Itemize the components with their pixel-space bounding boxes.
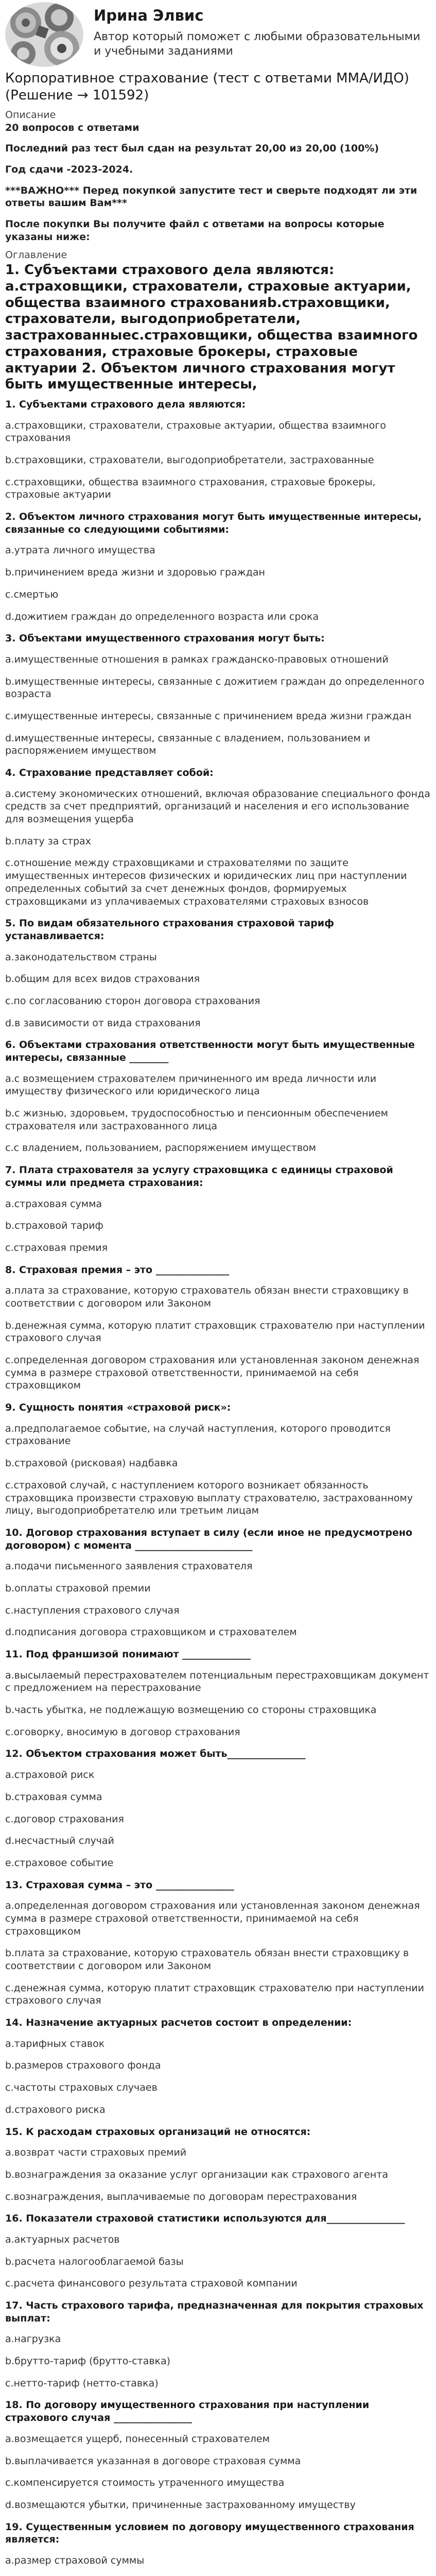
answer-option: a.утрата личного имущества bbox=[5, 545, 155, 556]
question-list bbox=[5, 398, 431, 2576]
answer-option: b.выплачивается указанная в договоре страховая сумма bbox=[5, 2455, 301, 2467]
answer-option: e.страховое событие bbox=[5, 1857, 114, 1869]
answer-option: d.дожитием граждан до определенного возраста или срока bbox=[5, 611, 319, 622]
answer-option: b.плату за страх bbox=[5, 835, 91, 847]
answer-option: b.страховой (рисковая) надбавка bbox=[5, 1458, 178, 1469]
answer-option: c.имущественные интересы, связанные с причинением вреда жизни граждан bbox=[5, 710, 412, 722]
answer-option: c.компенсируется стоимость утраченного имущества bbox=[5, 2477, 285, 2489]
answer-option: a.актуарных расчетов bbox=[5, 2233, 120, 2245]
description-label: Описание bbox=[5, 109, 56, 121]
question-title: 17. Часть страхового тарифа, предназначенная для покрытия страховых выплат: bbox=[5, 2300, 424, 2324]
answer-option: a.нагрузка bbox=[5, 2333, 61, 2345]
answer-option: a.высылаемый перестрахователем потенциальным перестраховщикам документ с предложением на перестрахование bbox=[5, 1669, 429, 1694]
question-title: 2. Объектом личного страхования могут быть имущественные интересы, связанные со следующими событиями: bbox=[5, 511, 422, 535]
answer-option: c.отношение между страховщиками и страхователями по защите имущественных интересов физических и юридических лиц при наступлении определенных событий за счет денежных фондов, формируемых страховщиками из уплачиваемых страхователями страховых взносов bbox=[5, 857, 407, 907]
page-title: Корпоративное страхование (тест с ответами ММА/ИДО) (Решение → 101592) bbox=[5, 71, 409, 103]
answer-option: b.общим для всех видов страхования bbox=[5, 973, 200, 985]
question-title: 1. Субъектами страхового дела являются: bbox=[5, 398, 246, 410]
answer-option: a.систему экономических отношений, включая образование специального фонда средств за счет предприятий, организаций и населения и его использование для возмещения ущерба bbox=[5, 788, 430, 825]
question-title: 16. Показатели страховой статистики используются для________________ bbox=[5, 2213, 405, 2225]
avatar-icon bbox=[5, 2, 83, 67]
answer-option: b.причинением вреда жизни и здоровью граждан bbox=[5, 567, 265, 579]
answer-option: b.страховая сумма bbox=[5, 1791, 102, 1803]
question-title: 5. По видам обязательного страхования страховой тариф устанавливается: bbox=[5, 918, 334, 942]
answer-option: c.с владением, пользованием, распоряжением имуществом bbox=[5, 1142, 316, 1154]
author-header bbox=[5, 0, 431, 69]
answer-option: d.подписания договора страховщиком и страхователем bbox=[5, 1626, 297, 1638]
answer-option: b.страховой тариф bbox=[5, 1220, 103, 1232]
toc-text: 1. Субъектами страхового дела являются: а.страховщики, страхователи, страховые актуарии, общества взаимного страхованияb.страховщики, страхователи, выгодоприобретатели, застрахованныеc.страховщики, общества взаимного страхования, страховые брокеры, страховые актуарии 2. Объектом личного страхования могут быть имущественные интересы, bbox=[5, 262, 418, 393]
question-title: 7. Плата страхователя за услугу страховщика с единицы страховой суммы или предмета страхования: bbox=[5, 1164, 393, 1189]
info-line-warning: ***ВАЖНО*** Перед покупкой запустите тест и сверьте подходят ли эти ответы вашим Вам*** bbox=[5, 184, 417, 209]
answer-option: c.страховая премия bbox=[5, 1242, 108, 1253]
author-description: Автор который поможет с любыми образовательными и учебными заданиями bbox=[94, 30, 421, 58]
answer-option: a.имущественные отношения в рамках гражданско-правовых отношений bbox=[5, 653, 389, 665]
answer-option: a.плата за страхование, которую страхователь обязан внести страховщику в соответствии с договором или Законом bbox=[5, 1285, 409, 1309]
answer-option: c.нетто-тариф (нетто-ставка) bbox=[5, 2377, 159, 2389]
answer-option: d.имущественные интересы, связанные с владением, пользованием и распоряжением имуществом bbox=[5, 732, 371, 757]
question-title: 12. Объектом страхования может быть________________ bbox=[5, 1748, 306, 1760]
avatar[interactable] bbox=[5, 2, 83, 67]
question-title: 13. Страховая сумма – это ________________ bbox=[5, 1879, 234, 1891]
answer-option: c.денежная сумма, которую платит страховщик страхователю при наступлении страхового случая bbox=[5, 1982, 424, 2007]
answer-option: a.страховой риск bbox=[5, 1769, 95, 1781]
author-name[interactable]: Ирина Элвис bbox=[94, 7, 204, 24]
answer-option: d.в зависимости от вида страхования bbox=[5, 1017, 201, 1029]
answer-option: c.наступления страхового случая bbox=[5, 1604, 180, 1616]
question-title: 10. Договор страхования вступает в силу (если иное не предусмотрено договором) с момента ________________________ bbox=[5, 1527, 413, 1551]
answer-option: c.страховщики, общества взаимного страхования, страховые брокеры, страховые актуарии bbox=[5, 476, 376, 501]
question-title: 9. Сущность понятия «страховой риск»: bbox=[5, 1402, 231, 1414]
answer-option: c.вознаграждения, выплачиваемые по договорам перестрахования bbox=[5, 2191, 357, 2202]
answer-option: c.смертью bbox=[5, 588, 59, 600]
answer-option: c.страховой случай, с наступлением которого возникает обязанность страховщика произвести страховую выплату страхователю, застрахованному лицу, выгодоприобретателю или третьим лицам bbox=[5, 1479, 413, 1517]
answer-option: b.плата за страхование, которую страхователь обязан внести страховщику в соответствии с договором или Законом bbox=[5, 1947, 409, 1972]
answer-option: a.тарифных ставок bbox=[5, 2038, 105, 2049]
question-title: 6. Объектами страхования ответственности могут быть имущественные интересы, связанные ________ bbox=[5, 1039, 415, 1063]
answer-option: c.частоты страховых случаев bbox=[5, 2082, 158, 2094]
question-title: 15. К расходам страховых организаций не относятся: bbox=[5, 2126, 311, 2138]
info-line-year: Год сдачи -2023-2024. bbox=[5, 164, 133, 176]
answer-option: b.брутто-тариф (брутто-ставка) bbox=[5, 2355, 171, 2367]
toc-label: Оглавление bbox=[5, 249, 67, 261]
answer-option: c.оговорку, вносимую в договор страхования bbox=[5, 1726, 240, 1738]
info-line-count: 20 вопросов с ответами bbox=[5, 122, 139, 133]
answer-option: a.размер страховой суммы bbox=[5, 2554, 145, 2566]
answer-option: d.страхового риска bbox=[5, 2104, 106, 2115]
answer-option: b.оплаты страховой премии bbox=[5, 1582, 151, 1594]
answer-option: a.страховщики, страхователи, страховые актуарии, общества взаимного страхования bbox=[5, 419, 386, 444]
answer-option: a.возврат части страховых премий bbox=[5, 2147, 187, 2159]
answer-option: c.расчета финансового результата страховой компании bbox=[5, 2278, 298, 2290]
info-line-result: Последний раз тест был сдан на результат 20,00 из 20,00 (100%) bbox=[5, 143, 379, 155]
question-title: 11. Под франшизой понимают ______________ bbox=[5, 1649, 251, 1660]
question-title: 3. Объектами имущественного страхования могут быть: bbox=[5, 633, 325, 645]
answer-option: d.несчастный случай bbox=[5, 1835, 114, 1847]
question-title: 8. Страховая премия – это _______________ bbox=[5, 1264, 230, 1276]
answer-option: b.размеров страхового фонда bbox=[5, 2060, 161, 2072]
answer-option: b.расчета налогооблагаемой базы bbox=[5, 2256, 184, 2267]
question-title: 14. Назначение актуарных расчетов состоит в определении: bbox=[5, 2017, 352, 2029]
answer-option: c.определенная договором страхования или установленная законом денежная сумма в размере страховой ответственности, принимаемой на себя страховщиком bbox=[5, 1354, 420, 1392]
question-title: 19. Существенным условием по договору имущественного страхования является: bbox=[5, 2521, 414, 2546]
question-title: 18. По договору имущественного страхования при наступлении страхового случая ________________ bbox=[5, 2399, 370, 2424]
answer-option: a.подачи письменного заявления страхователя bbox=[5, 1561, 253, 1572]
info-line-after-purchase: После покупки Вы получите файл с ответами на вопросы которые указаны ниже: bbox=[5, 218, 385, 243]
answer-option: c.договор страхования bbox=[5, 1813, 124, 1825]
answer-option: b.имущественные интересы, связанные с дожитием граждан до определенного возраста bbox=[5, 675, 425, 700]
answer-option: b.денежная сумма, которую платит страховщик страхователю при наступлении страхового случая bbox=[5, 1319, 425, 1344]
answer-option: a.определенная договором страхования или установленная законом денежная сумма в размере страховой ответственности, принимаемой на себя страховщиком bbox=[5, 1900, 420, 1937]
answer-option: a.законодательством страны bbox=[5, 951, 157, 963]
answer-option: b.вознаграждения за оказание услуг организации как страхового агента bbox=[5, 2168, 388, 2180]
answer-option: b.с жизнью, здоровьем, трудоспособностью и пенсионным обеспечением страхователя или застрахованного лица bbox=[5, 1108, 388, 1132]
answer-option: b.страховщики, страхователи, выгодоприобретатели, застрахованные bbox=[5, 454, 374, 466]
answer-option: d.возмещаются убытки, причиненные застрахованному имуществу bbox=[5, 2499, 356, 2511]
answer-option: c.по согласованию сторон договора страхования bbox=[5, 995, 260, 1007]
answer-option: a.возмещается ущерб, понесенный страхователем bbox=[5, 2433, 270, 2445]
answer-option: a.страховая сумма bbox=[5, 1198, 102, 1210]
question-title: 4. Страхование представляет собой: bbox=[5, 767, 214, 778]
answer-option: a.предполагаемое событие, на случай наступления, которого проводится страхование bbox=[5, 1422, 391, 1447]
answer-option: a.с возмещением страхователем причиненного им вреда личности или имуществу физического или юридического лица bbox=[5, 1073, 377, 1097]
answer-option: b.часть убытка, не подлежащую возмещению со стороны страховщика bbox=[5, 1704, 377, 1716]
